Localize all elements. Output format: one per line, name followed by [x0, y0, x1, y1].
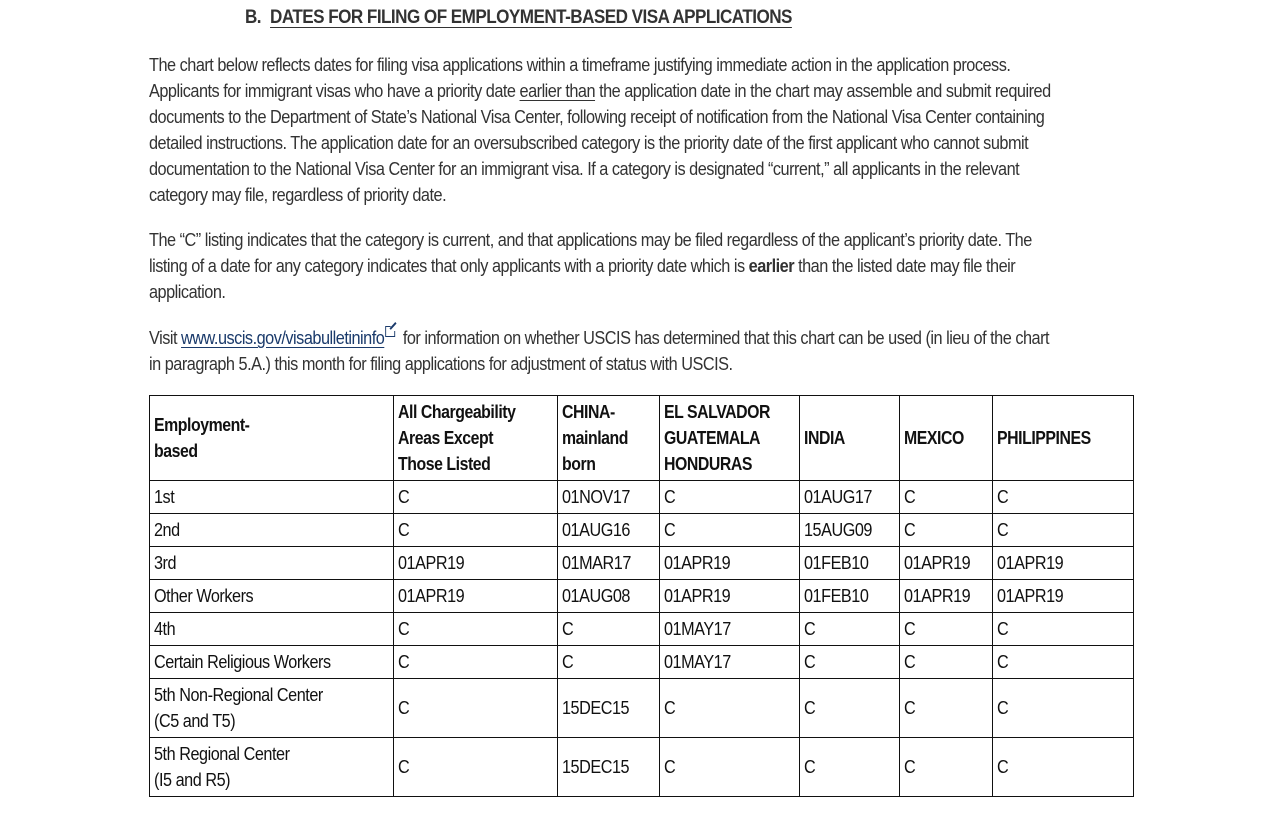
column-header-line: PHILIPPINES	[997, 428, 1091, 448]
paragraph2-text-a: The “C” listing indicates that the category is current, and that applications may be filed regardless of the applicant’s priority date. The listing of a date for any category indicates that only applicants with a priority date which is	[149, 230, 1032, 276]
cell-value: C	[904, 652, 916, 672]
cell-value: C	[562, 652, 574, 672]
table-cell	[800, 580, 900, 613]
table-cell	[993, 679, 1134, 738]
table-row	[150, 613, 1134, 646]
cell-value: C	[804, 757, 816, 777]
row-category-line: 1st	[154, 487, 175, 507]
cell-value: C	[997, 698, 1009, 718]
table-cell	[800, 738, 900, 797]
cell-value: C	[804, 619, 816, 639]
table-cell	[993, 580, 1134, 613]
paragraph3-text-a: Visit	[149, 328, 182, 348]
table-cell	[660, 547, 800, 580]
table-row	[150, 514, 1134, 547]
cell-value: 01MAR17	[562, 553, 632, 573]
column-header	[660, 396, 800, 481]
table-cell	[660, 514, 800, 547]
row-category-line: (C5 and T5)	[154, 711, 236, 731]
column-header-line: MEXICO	[904, 428, 965, 448]
paragraph2-text-b: than the listed date may file their application.	[149, 256, 1016, 302]
cell-value: C	[397, 698, 410, 718]
column-header-line: HONDURAS	[664, 454, 753, 474]
table-cell	[393, 679, 558, 738]
cell-value: C	[664, 698, 676, 718]
cell-value: C	[562, 619, 574, 639]
employment-dates-table	[149, 395, 1134, 797]
section-title: DATES FOR FILING OF EMPLOYMENT-BASED VISA APPLICATIONS	[270, 7, 792, 28]
paragraph1-text-b: the application date in the chart may assemble and submit required documents to the Department of State’s National Visa Center, following receipt of notification from the National Visa Center containing detailed instructions. The application date for an oversubscribed category is the priority date of the first applicant who cannot submit documentation to the National Visa Center for an immigrant visa. If a category is designated “current,” all applicants in the relevant category may file, regardless of priority date.	[149, 81, 1051, 205]
column-header-line: born	[562, 454, 596, 474]
table-cell	[393, 580, 558, 613]
row-category	[150, 738, 394, 797]
cell-value: 15DEC15	[562, 698, 630, 718]
row-category	[150, 481, 394, 514]
table-cell	[558, 738, 660, 797]
cell-value: C	[397, 619, 410, 639]
table-cell	[558, 580, 660, 613]
table-cell	[393, 481, 558, 514]
cell-value: 01APR19	[397, 586, 464, 606]
row-category-line: Certain Religious Workers	[154, 652, 331, 672]
row-category	[150, 646, 394, 679]
row-category	[150, 547, 394, 580]
table-header-row	[150, 396, 1134, 481]
table-cell	[900, 481, 993, 514]
column-header	[393, 396, 558, 481]
row-category-line: 3rd	[154, 553, 177, 573]
column-header-line: CHINA-	[562, 402, 616, 422]
column-header-line: INDIA	[804, 428, 846, 448]
row-category-line: (I5 and R5)	[154, 770, 231, 790]
row-category	[150, 580, 394, 613]
cell-value: 01MAY17	[664, 652, 732, 672]
row-category	[150, 613, 394, 646]
table-cell	[993, 738, 1134, 797]
cell-value: 01AUG17	[804, 487, 873, 507]
table-cell	[558, 547, 660, 580]
table-cell	[800, 613, 900, 646]
table-cell	[800, 481, 900, 514]
cell-value: C	[397, 520, 410, 540]
cell-value: C	[804, 698, 816, 718]
row-category-line: 5th Regional Center	[154, 744, 290, 764]
section-heading	[245, 7, 792, 29]
row-category-line: 4th	[154, 619, 176, 639]
table-cell	[993, 481, 1134, 514]
table-cell	[800, 514, 900, 547]
cell-value: C	[397, 652, 410, 672]
table-cell	[900, 738, 993, 797]
cell-value: C	[997, 487, 1009, 507]
table-cell	[393, 646, 558, 679]
column-header	[558, 396, 660, 481]
cell-value: C	[904, 619, 916, 639]
cell-value: 01APR19	[904, 586, 971, 606]
column-header-line: Those Listed	[397, 454, 491, 474]
column-header	[900, 396, 993, 481]
table-cell	[393, 514, 558, 547]
table-cell	[993, 514, 1134, 547]
cell-value: C	[397, 487, 410, 507]
column-header-line: Employment-	[154, 415, 250, 435]
paragraph-filing-dates	[149, 52, 1063, 208]
column-header	[993, 396, 1134, 481]
cell-value: C	[997, 652, 1009, 672]
cell-value: C	[997, 520, 1009, 540]
table-cell	[800, 646, 900, 679]
table-cell	[660, 738, 800, 797]
paragraph1-text-a: The chart below reflects dates for filing visa applications within a timeframe justifying immediate action in the application process. Applicants for immigrant visas who have a priority date	[149, 55, 1011, 101]
table-row	[150, 738, 1134, 797]
table-cell	[558, 646, 660, 679]
table-cell	[993, 547, 1134, 580]
table-body	[150, 481, 1134, 797]
cell-value: 15DEC15	[562, 757, 630, 777]
uscis-link[interactable]: www.uscis.gov/visabulletininfo	[181, 328, 385, 348]
cell-value: C	[904, 698, 916, 718]
table-cell	[393, 547, 558, 580]
section-label: B.	[245, 7, 262, 28]
table-cell	[660, 613, 800, 646]
table-row	[150, 580, 1134, 613]
table-cell	[558, 481, 660, 514]
cell-value: 01AUG08	[562, 586, 631, 606]
cell-value: 01AUG16	[562, 520, 631, 540]
table-row	[150, 547, 1134, 580]
table-cell	[900, 613, 993, 646]
table-cell	[800, 679, 900, 738]
row-category	[150, 679, 394, 738]
cell-value: C	[664, 757, 676, 777]
table-cell	[660, 679, 800, 738]
table-cell	[993, 613, 1134, 646]
cell-value: 01APR19	[904, 553, 971, 573]
table-cell	[900, 580, 993, 613]
paragraph2-bold: earlier	[748, 256, 795, 276]
column-header-line: All Chargeability	[397, 402, 516, 422]
table-cell	[558, 679, 660, 738]
table-row	[150, 679, 1134, 738]
paragraph-c-listing	[149, 227, 1063, 305]
cell-value: 01FEB10	[804, 553, 869, 573]
column-header-line: EL SALVADOR	[664, 402, 771, 422]
cell-value: C	[997, 619, 1009, 639]
cell-value: C	[904, 520, 916, 540]
table-cell	[660, 481, 800, 514]
table-cell	[900, 547, 993, 580]
cell-value: C	[804, 652, 816, 672]
cell-value: 01FEB10	[804, 586, 869, 606]
row-category	[150, 514, 394, 547]
table-cell	[900, 646, 993, 679]
table-cell	[993, 646, 1134, 679]
table-cell	[393, 738, 558, 797]
row-category-line: 2nd	[154, 520, 180, 540]
column-header-line: GUATEMALA	[664, 428, 761, 448]
column-header-line: mainland	[562, 428, 629, 448]
column-header	[800, 396, 900, 481]
cell-value: 01APR19	[997, 586, 1064, 606]
paragraph-uscis	[149, 325, 1063, 377]
table-cell	[900, 514, 993, 547]
cell-value: 15AUG09	[804, 520, 873, 540]
row-category-line: Other Workers	[154, 586, 254, 606]
column-header-line: based	[154, 441, 198, 461]
cell-value: 01MAY17	[664, 619, 732, 639]
table-row	[150, 481, 1134, 514]
table-row	[150, 646, 1134, 679]
cell-value: C	[397, 757, 410, 777]
cell-value: 01APR19	[997, 553, 1064, 573]
column-header	[150, 396, 394, 481]
column-header-line: Areas Except	[397, 428, 493, 448]
table-cell	[393, 613, 558, 646]
table-cell	[558, 514, 660, 547]
cell-value: C	[904, 487, 916, 507]
cell-value: 01APR19	[664, 553, 731, 573]
table-cell	[660, 646, 800, 679]
cell-value: 01APR19	[664, 586, 731, 606]
paragraph1-underlined: earlier than	[519, 81, 596, 101]
cell-value: 01NOV17	[562, 487, 631, 507]
external-link-icon[interactable]	[385, 326, 395, 337]
table-cell	[900, 679, 993, 738]
cell-value: C	[904, 757, 916, 777]
table-cell	[660, 580, 800, 613]
cell-value: C	[664, 520, 676, 540]
table-cell	[800, 547, 900, 580]
table-cell	[558, 613, 660, 646]
paragraph3-text-b: for information on whether USCIS has determined that this chart can be used (in lieu of the chart in paragraph 5.A.) this month for filing applications for adjustment of status with USCIS.	[149, 328, 1050, 374]
cell-value: C	[664, 487, 676, 507]
cell-value: C	[997, 757, 1009, 777]
row-category-line: 5th Non-Regional Center	[154, 685, 323, 705]
cell-value: 01APR19	[397, 553, 464, 573]
